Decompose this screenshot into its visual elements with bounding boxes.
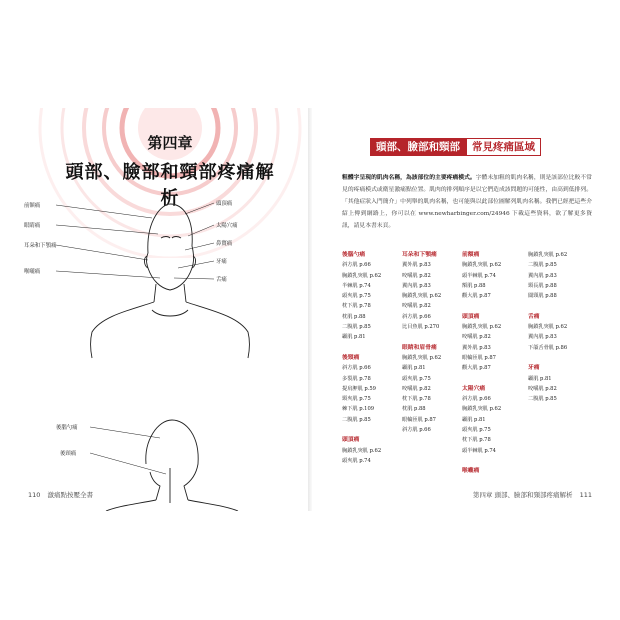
pain-area-title: 眼睛和眉骨痛 (402, 344, 437, 351)
right-page (312, 108, 600, 511)
muscle-entry: 翼內肌 p.83 (528, 272, 557, 279)
muscle-entry: 咬嚼肌 p.82 (402, 272, 431, 279)
muscle-entry: 顳肌 p.81 (462, 416, 486, 423)
muscle-entry: 翼外肌 p.83 (402, 262, 431, 269)
muscle-entry: 頭半棘肌 p.74 (462, 272, 496, 279)
group-spacer (528, 301, 586, 311)
muscle-entry: 頭夾肌 p.74 (342, 457, 371, 464)
label-leader-lines (56, 203, 214, 474)
muscle-entry: 斜方肌 p.66 (342, 365, 371, 372)
left-running-title: 激痛點按壓全書 (47, 491, 93, 499)
muscle-entry: 顴大肌 p.87 (462, 365, 491, 372)
muscle-entry: 頸夾肌 p.75 (342, 396, 371, 403)
muscle-entry: 下頜舌骨肌 p.86 (528, 344, 568, 351)
pain-column (402, 250, 460, 435)
intro-lead: 粗體字呈現的肌肉名稱，為該部位的主要疼痛模式。 (342, 175, 476, 181)
muscle-entry: 斜方肌 p.66 (462, 396, 491, 403)
right-page-number: 111 (579, 491, 592, 499)
pain-area-title: 喉嚨痛 (462, 468, 480, 475)
label-front-eye: 眼睛痛 (24, 223, 41, 229)
label-front-sinus: 鼻竇痛 (216, 241, 233, 247)
group-spacer (342, 343, 400, 353)
muscle-entry: 斜方肌 p.66 (402, 313, 431, 320)
muscle-entry: 眼輪匝肌 p.87 (462, 354, 496, 361)
muscle-entry: 翼內肌 p.83 (528, 334, 557, 341)
muscle-entry: 胸鎖乳突肌 p.62 (462, 406, 502, 413)
left-folio (28, 490, 93, 499)
label-front-tooth: 牙痛 (216, 259, 227, 265)
muscle-entry: 闊頸肌 p.88 (528, 293, 557, 300)
section-heading (370, 138, 541, 156)
intro-paragraph (342, 172, 592, 232)
muscle-entry: 胸鎖乳突肌 p.62 (342, 272, 382, 279)
muscle-entry: 翼內肌 p.83 (402, 282, 431, 289)
muscle-entry: 翼外肌 p.83 (462, 344, 491, 351)
chapter-label: 第四章 (147, 134, 193, 152)
label-back-neck: 後頸痛 (60, 451, 77, 457)
intro-body: 字體未加粗的肌肉名稱，則是該部位比較不常見的疼痛模式或衛星激痛點位置。肌肉的排列順序是以它們造成該問題的可能性，由高到低排列。「其他症狀入門簡介」中列舉的肌肉名稱，也可能與以此部位圖解列肌肉名稱。我們已經把這些介紹上傳到網路上，你可以在 www.newharbinger.com/24946 下載這些資料，欲了解更多資訊，請見本書末頁。 (342, 175, 592, 229)
group-spacer (462, 301, 520, 311)
group-spacer (462, 456, 520, 466)
muscle-entry: 二腹肌 p.85 (342, 416, 371, 423)
anatomy-figure (20, 108, 308, 511)
muscle-entry: 二腹肌 p.85 (342, 324, 371, 331)
label-front-forehead: 前額痛 (24, 203, 41, 209)
muscle-entry: 額肌 p.88 (462, 282, 486, 289)
pain-area-title: 牙痛 (528, 365, 540, 372)
muscle-entry: 咬嚼肌 p.82 (402, 385, 431, 392)
label-front-ear-jaw: 耳朵和下顎痛 (24, 243, 57, 249)
label-front-vertex: 頭頂痛 (216, 201, 233, 207)
group-spacer (402, 332, 460, 342)
muscle-entry: 胸鎖乳突肌 p.62 (528, 324, 568, 331)
pain-column (462, 250, 520, 477)
muscle-entry: 枕下肌 p.78 (402, 396, 431, 403)
muscle-entry: 二腹肌 p.85 (528, 396, 557, 403)
muscle-entry: 枕下肌 p.78 (342, 303, 371, 310)
muscle-entry: 斜方肌 p.66 (402, 427, 431, 434)
muscle-entry: 胸鎖乳突肌 p.62 (528, 252, 568, 258)
group-spacer (528, 353, 586, 363)
pain-area-title: 舌痛 (528, 313, 540, 320)
pain-area-title: 前額痛 (462, 252, 480, 258)
muscle-entry: 胸鎖乳突肌 p.62 (402, 354, 442, 361)
pain-area-title: 頭頂痛 (462, 313, 480, 320)
muscle-entry: 斜方肌 p.66 (342, 262, 371, 269)
label-front-throat: 喉嚨痛 (24, 269, 41, 275)
pain-column (342, 250, 400, 466)
label-back-occipital: 後腦勺痛 (56, 425, 78, 431)
muscle-entry: 眼輪匝肌 p.87 (402, 416, 436, 423)
muscle-entry: 顴大肌 p.87 (462, 293, 491, 300)
muscle-entry: 胸鎖乳突肌 p.62 (462, 324, 502, 331)
muscle-entry: 頭夾肌 p.75 (462, 427, 491, 434)
label-front-tongue: 舌痛 (216, 277, 227, 283)
muscle-entry: 枕下肌 p.78 (462, 437, 491, 444)
muscle-entry: 半棘肌 p.74 (342, 282, 371, 289)
muscle-entry: 顳肌 p.81 (528, 375, 552, 382)
muscle-entry: 胸鎖乳突肌 p.62 (402, 293, 442, 300)
muscle-entry: 比目魚肌 p.270 (402, 324, 440, 331)
back-head-illustration (106, 420, 238, 511)
muscle-entry: 顳肌 p.81 (402, 365, 426, 372)
muscle-entry: 枕肌 p.88 (402, 406, 426, 413)
right-folio (473, 490, 592, 499)
chapter-title: 頭部、臉部和頸部疼痛解析 (65, 162, 275, 209)
muscle-entry: 胸鎖乳突肌 p.62 (462, 262, 502, 269)
muscle-entry: 胸鎖乳突肌 p.62 (342, 447, 382, 454)
muscle-entry: 咬嚼肌 p.82 (402, 303, 431, 310)
left-page-number: 110 (28, 491, 41, 499)
muscle-entry: 咬嚼肌 p.82 (462, 334, 491, 341)
muscle-entry: 頭夾肌 p.75 (402, 375, 431, 382)
muscle-entry: 顳肌 p.81 (342, 334, 366, 341)
muscle-entry: 咬嚼肌 p.82 (528, 385, 557, 392)
muscle-entry: 枕肌 p.88 (342, 313, 366, 320)
pain-area-title: 太陽穴痛 (462, 385, 486, 392)
muscle-entry: 二腹肌 p.85 (528, 262, 557, 269)
pain-area-title: 後頸痛 (342, 354, 360, 361)
right-running-title: 第四章 頭部、臉部和頸部疼痛解析 (472, 491, 573, 499)
section-heading-sub: 常見疼痛區域 (466, 138, 541, 156)
pain-area-title: 頭頂痛 (342, 437, 360, 444)
left-page (20, 108, 308, 511)
muscle-entry: 提肩胛肌 p.59 (342, 385, 376, 392)
group-spacer (342, 425, 400, 435)
muscle-entry: 棘下肌 p.109 (342, 406, 375, 413)
pain-area-title: 後腦勺痛 (342, 252, 366, 258)
muscle-entry: 多裂肌 p.78 (342, 375, 371, 382)
muscle-entry: 頭夾肌 p.75 (342, 293, 371, 300)
pain-column (528, 250, 586, 404)
pain-area-title: 耳朵和下顎痛 (402, 252, 437, 258)
label-front-temple: 太陽穴痛 (216, 223, 238, 229)
section-heading-main: 頭部、臉部和頸部 (370, 138, 466, 156)
muscle-entry: 頭半棘肌 p.74 (462, 447, 496, 454)
muscle-entry: 頸長肌 p.88 (528, 282, 557, 289)
group-spacer (462, 374, 520, 384)
